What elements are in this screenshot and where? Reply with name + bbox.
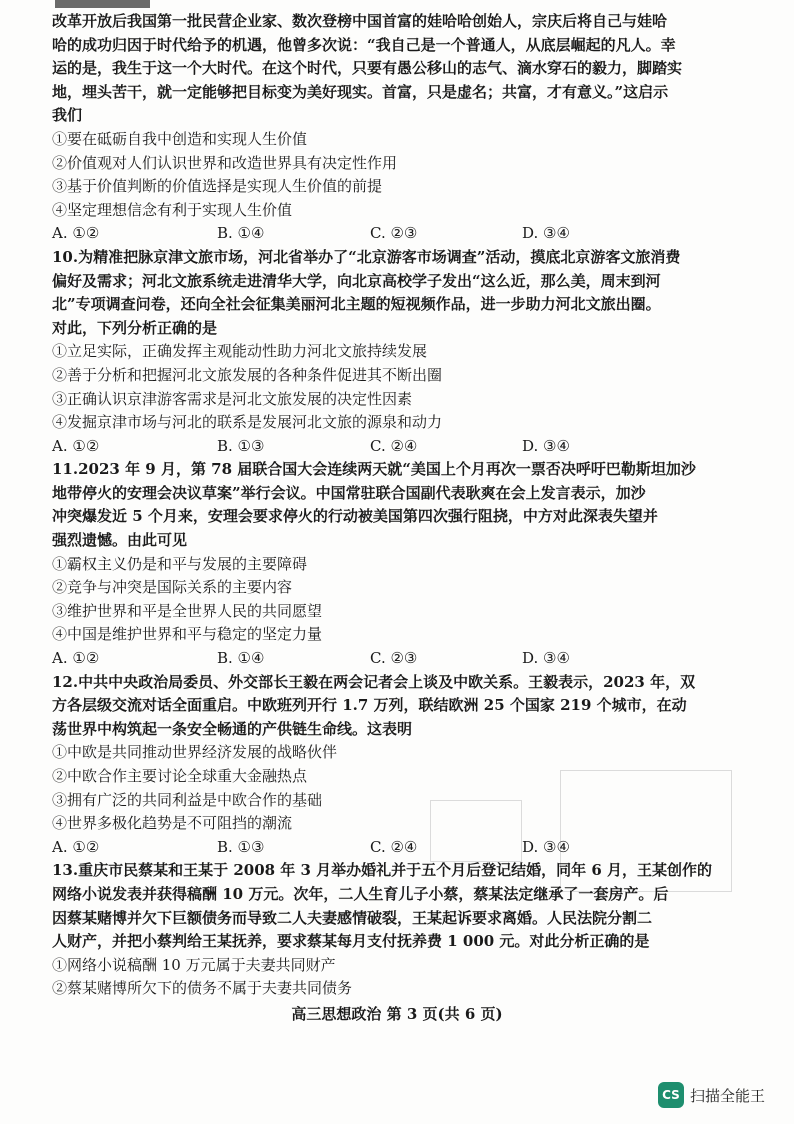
question-12-stem-line: 方各层级交流对话全面重启。中欧班列开行 1.7 万列，联结欧洲 25 个国家 219 个城市，在动 <box>52 696 687 715</box>
question-10-choices <box>52 435 752 459</box>
question-9 <box>52 10 752 246</box>
question-12-item: ②中欧合作主要讨论全球重大金融热点 <box>52 767 308 785</box>
choice-d: D. ③④ <box>522 224 570 243</box>
question-10-stem-line: 对此，下列分析正确的是 <box>52 318 218 337</box>
question-9-stem-line: 地，埋头苦干，就一定能够把目标变为美好现实。首富，只是虚名；共富，才有意义。”这启示 <box>52 82 669 101</box>
page-footer: 高三思想政治 第 3 页(共 6 页) <box>291 1005 503 1023</box>
choice-b: B. ①③ <box>217 436 265 455</box>
question-12-item: ③拥有广泛的共同利益是中欧合作的基础 <box>52 790 323 809</box>
question-11-item: ③维护世界和平是全世界人民的共同愿望 <box>52 601 323 620</box>
choice-a: A. ①② <box>52 224 100 243</box>
question-12-item: ④世界多极化趋势是不可阻挡的潮流 <box>52 814 293 833</box>
question-12-stem-line: 荡世界中构筑起一条安全畅通的产供链生命线。这表明 <box>52 719 413 738</box>
question-9-stem-line: 改革开放后我国第一批民营企业家、数次登榜中国首富的娃哈哈创始人，宗庆后将自己与娃哈 <box>52 12 668 30</box>
question-11-item: ①霸权主义仍是和平与发展的主要障碍 <box>52 554 308 573</box>
question-11-choices <box>52 647 752 671</box>
question-13-stem-line: 因蔡某赌博并欠下巨额债务而导致二人夫妻感情破裂，王某起诉要求离婚。人民法院分割二 <box>52 908 653 927</box>
choice-c: C. ②③ <box>370 649 418 668</box>
question-10-item: ①立足实际，正确发挥主观能动性助力河北文旅持续发展 <box>52 342 428 361</box>
question-12 <box>52 671 752 860</box>
question-12-choices <box>52 836 752 860</box>
question-13-item: ①网络小说稿酬 10 万元属于夫妻共同财产 <box>52 955 336 974</box>
choice-a: A. ①② <box>52 837 100 856</box>
question-11-stem-line: 冲突爆发近 5 个月来，安理会要求停火的行动被美国第四次强行阻挠，中方对此深表失望并 <box>52 507 658 526</box>
question-10-item: ④发掘京津市场与河北的联系是发展河北文旅的源泉和动力 <box>52 413 443 432</box>
choice-c: C. ②③ <box>370 224 418 243</box>
choice-d: D. ③④ <box>522 837 570 856</box>
question-10-stem-line: 10.为精准把脉京津文旅市场，河北省举办了“北京游客市场调查”活动，摸底北京游客文旅消费 <box>52 247 681 266</box>
question-9-choices <box>52 222 752 246</box>
choice-b: B. ①④ <box>217 224 265 243</box>
question-13-stem-line: 13.重庆市民蔡某和王某于 2008 年 3 月举办婚礼并于五个月后登记结婚，同年 6 月，王某创作的 <box>52 861 713 880</box>
choice-a: A. ①② <box>52 436 100 455</box>
question-10-item: ②善于分析和把握河北文旅发展的各种条件促进其不断出圈 <box>52 365 443 384</box>
question-10 <box>52 246 752 458</box>
question-10-item: ③正确认识京津游客需求是河北文旅发展的决定性因素 <box>52 389 413 408</box>
question-9-item: ③基于价值判断的价值选择是实现人生价值的前提 <box>52 177 383 196</box>
question-13-stem-line: 网络小说发表并获得稿酬 10 万元。次年，二人生育儿子小蔡，蔡某法定继承了一套房产。后 <box>52 884 669 903</box>
cropped-header-mark <box>55 0 150 8</box>
choice-a: A. ①② <box>52 649 100 668</box>
question-9-stem-line: 哈的成功归因于时代给予的机遇，他曾多次说：“我自己是一个普通人，从底层崛起的凡人。幸 <box>52 35 676 54</box>
question-9-item: ①要在砥砺自我中创造和实现人生价值 <box>52 129 308 148</box>
question-13 <box>52 859 752 1001</box>
question-12-stem-line: 12.中共中央政治局委员、外交部长王毅在两会记者会上谈及中欧关系。王毅表示，2023 年，双 <box>52 672 696 691</box>
camscanner-logo-icon: CS <box>658 1082 684 1108</box>
question-9-stem-line: 运的是，我生于这一个大时代。在这个时代，只要有愚公移山的志气、滴水穿石的毅力，脚踏实 <box>52 59 683 78</box>
question-9-stem-line: 我们 <box>52 106 83 125</box>
question-9-item: ②价值观对人们认识世界和改造世界具有决定性作用 <box>52 153 398 172</box>
question-12-item: ①中欧是共同推动世界经济发展的战略伙伴 <box>52 743 338 762</box>
question-13-stem-line: 人财产，并把小蔡判给王某抚养，要求蔡某每月支付抚养费 1 000 元。对此分析正确的是 <box>52 932 650 951</box>
question-13-item: ②蔡某赌博所欠下的债务不属于夫妻共同债务 <box>52 979 353 998</box>
scanner-watermark <box>658 1082 765 1108</box>
question-11-stem-line: 强烈遗憾。由此可见 <box>52 531 188 550</box>
question-content <box>52 10 752 1001</box>
choice-c: C. ②④ <box>370 837 418 856</box>
question-11-stem-line: 地带停火的安理会决议草案”举行会议。中国常驻联合国副代表耿爽在会上发言表示，加沙 <box>52 483 646 502</box>
question-11-item: ④中国是维护世界和平与稳定的坚定力量 <box>52 625 323 644</box>
choice-d: D. ③④ <box>522 436 570 455</box>
choice-d: D. ③④ <box>522 649 570 668</box>
question-11-stem-line: 11.2023 年 9 月，第 78 届联合国大会连续两天就“美国上个月再次一票否决呼吁巴勒斯坦加沙 <box>52 460 696 479</box>
question-10-stem-line: 北”专项调查问卷，还向全社会征集美丽河北主题的短视频作品，进一步助力河北文旅出圈。 <box>52 295 661 314</box>
choice-b: B. ①③ <box>217 837 265 856</box>
choice-c: C. ②④ <box>370 436 418 455</box>
question-9-item: ④坚定理想信念有利于实现人生价值 <box>52 200 293 219</box>
choice-b: B. ①④ <box>217 649 265 668</box>
question-11 <box>52 458 752 670</box>
question-10-stem-line: 偏好及需求；河北文旅系统走进清华大学，向北京高校学子发出“这么近，那么美，周末到河 <box>52 271 661 290</box>
question-11-item: ②竞争与冲突是国际关系的主要内容 <box>52 578 293 597</box>
watermark-label: 扫描全能王 <box>690 1086 766 1105</box>
